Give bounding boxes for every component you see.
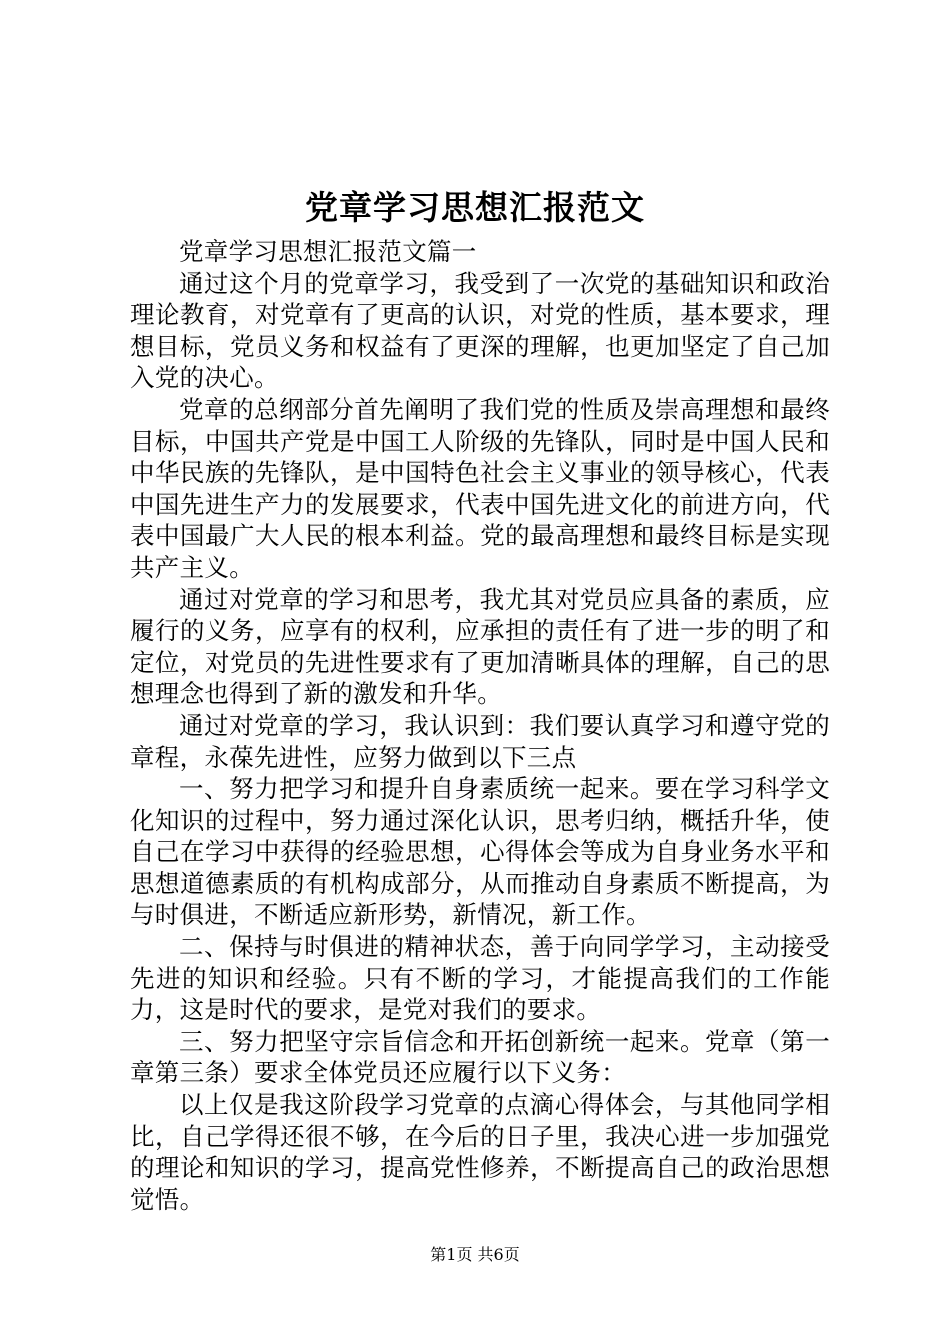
paragraph: 通过对党章的学习和思考，我尤其对党员应具备的素质，应履行的义务，应享有的权利，应承担的责任有了进一步的明了和定位，对党员的先进性要求有了更加清晰具体的理解，自己的思想理念也得到了新的激发和升华。 [130,584,830,709]
paragraph: 党章的总纲部分首先阐明了我们党的性质及崇高理想和最终目标，中国共产党是中国工人阶级的先锋队，同时是中国人民和中华民族的先锋队，是中国特色社会主义事业的领导核心，代表中国先进生产力的发展要求，代表中国先进文化的前进方向，代表中国最广大人民的根本利益。党的最高理想和最终目标是实现共产主义。 [130,394,830,582]
paragraph: 一、努力把学习和提升自身素质统一起来。要在学习科学文化知识的过程中，努力通过深化认识，思考归纳，概括升华，使自己在学习中获得的经验思想，心得体会等成为自身业务水平和思想道德素质的有机构成部分，从而推动自身素质不断提高，为与时俱进，不断适应新形势，新情况，新工作。 [130,774,830,930]
paragraph: 通过对党章的学习，我认识到：我们要认真学习和遵守党的章程，永葆先进性，应努力做到以下三点 [130,710,830,772]
document-body [130,236,830,1215]
paragraph: 以上仅是我这阶段学习党章的点滴心得体会，与其他同学相比，自己学得还很不够，在今后的日子里，我决心进一步加强党的理论和知识的学习，提高党性修养，不断提高自己的政治思想觉悟。 [130,1090,830,1214]
document-title: 党章学习思想汇报范文 [305,188,645,227]
paragraph: 二、保持与时俱进的精神状态，善于向同学学习，主动接受先进的知识和经验。只有不断的学习，才能提高我们的工作能力，这是时代的要求，是党对我们的要求。 [130,932,830,1025]
paragraph: 三、努力把坚守宗旨信念和开拓创新统一起来。党章（第一章第三条）要求全体党员还应履行以下义务： [130,1026,830,1088]
section-heading: 党章学习思想汇报范文篇一 [179,237,477,266]
paragraph: 通过这个月的党章学习，我受到了一次党的基础知识和政治理论教育，对党章有了更高的认识，对党的性质，基本要求，理想目标，党员义务和权益有了更深的理解，也更加坚定了自己加入党的决心。 [130,268,830,393]
page-footer: 第1页 共6页 [430,1245,520,1264]
